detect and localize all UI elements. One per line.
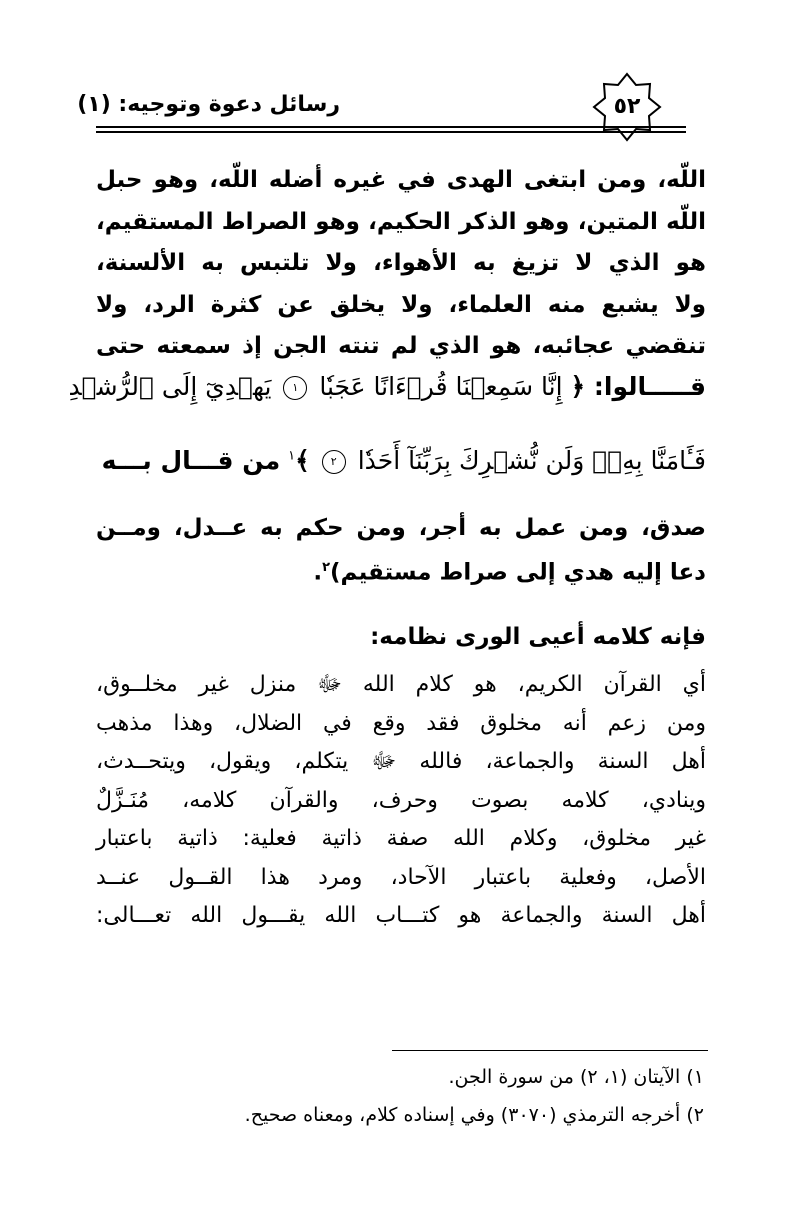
text-line: أهل السنة والجماعة هو كتـــاب الله يقـــول الله تعـــالى: [96, 903, 706, 928]
header-rule [96, 126, 686, 128]
quran-line-1 [68, 372, 706, 401]
footnote-reference: ٢ [322, 560, 331, 575]
header-rule-double [96, 131, 686, 133]
page-number: ٥٢ [613, 94, 641, 119]
text-line-last [96, 548, 706, 593]
text-line: تنقضي عجائبه، هو الذي لم تنته الجن إذ سمعته حتى [96, 333, 706, 359]
text-line: اللّه، ومن ابتغى الهدى في غيره أضله اللّه، وهو حبل [96, 167, 706, 193]
footnote-reference: ١ [288, 448, 296, 464]
quran-line-2 [96, 446, 706, 475]
text-line: ومن زعم أنه مخلوق فقد وقع في الضلال، وهذا مذهب [96, 710, 706, 736]
running-header-title: رسائل دعوة وتوجيه: (١) [77, 92, 340, 117]
text-line: أهل السنة والجماعة، فالله ﷻ يتكلم، ويقول، ويتحــدث، [96, 749, 706, 774]
quran-verse-2b: فَـَٔامَنَّا بِهِۦۖ وَلَن نُّشۡرِكَ بِرَبِّنَآ أَحَدٗا [357, 446, 706, 475]
text-line: الأصل، وفعلية باعتبار الآحاد، ومرد هذا القــول عنــد [96, 864, 706, 890]
quran-verse-2a: يَهۡدِيٓ إِلَى ٱلرُّشۡدِ [68, 372, 272, 401]
text-line: غير مخلوق، وكلام الله صفة ذاتية فعلية: ذاتية باعتبار [96, 826, 706, 851]
text-line-content: دعا إليه هدي إلى صراط مستقيم) [330, 559, 706, 586]
footnote-2 [245, 1104, 704, 1126]
ayah-number-marker: ١ [283, 376, 307, 400]
quran-intro: قـــــالوا: ﴿ [570, 372, 706, 401]
ayah-number-marker: ٢ [322, 450, 346, 474]
footnote-1 [448, 1066, 704, 1088]
quran-verse-1: إِنَّا سَمِعۡنَا قُرۡءَانًا عَجَبٗا [319, 372, 563, 401]
text-line: هو الذي لا تزيغ به الأهواء، ولا تلتبس به الألسنة، [96, 250, 706, 276]
footnote-marker: ٢) [686, 1104, 704, 1126]
footnote-marker: ١) [686, 1066, 704, 1088]
footnote-text: الآيتان (١، ٢) من سورة الجن. [448, 1066, 681, 1088]
text-line: صدق، ومن عمل به أجر، ومن حكم به عــدل، ومــن [96, 515, 706, 541]
text-line: وينادي، كلامه بصوت وحرف، والقرآن كلامه، مُنَـزَّلٌ [96, 787, 706, 813]
sentence-end: . [313, 559, 323, 586]
bold-paragraph [96, 160, 706, 368]
footnote-text: أخرجه الترمذي (٣٠٧٠) وفي إسناده كلام، ومعناه صحيح. [244, 1104, 681, 1126]
text-line: أي القرآن الكريم، هو كلام الله ﷻ منزل غير مخلــوق، [96, 672, 706, 697]
footnote-separator [392, 1050, 708, 1051]
text-line: اللّه المتين، وهو الذكر الحكيم، وهو الصراط المستقيم، [96, 208, 706, 235]
quran-close-bracket: ﴾ [295, 446, 310, 475]
bold-paragraph-2 [96, 508, 706, 593]
text-line: ولا يشبع منه العلماء، ولا يخلق عن كثرة الرد، ولا [96, 291, 706, 318]
section-subheading: فإنه كلامه أعيى الورى نظامه: [370, 624, 706, 650]
regular-paragraph [96, 666, 706, 936]
quran-line-suffix: من قـــال بـــه [101, 446, 281, 475]
